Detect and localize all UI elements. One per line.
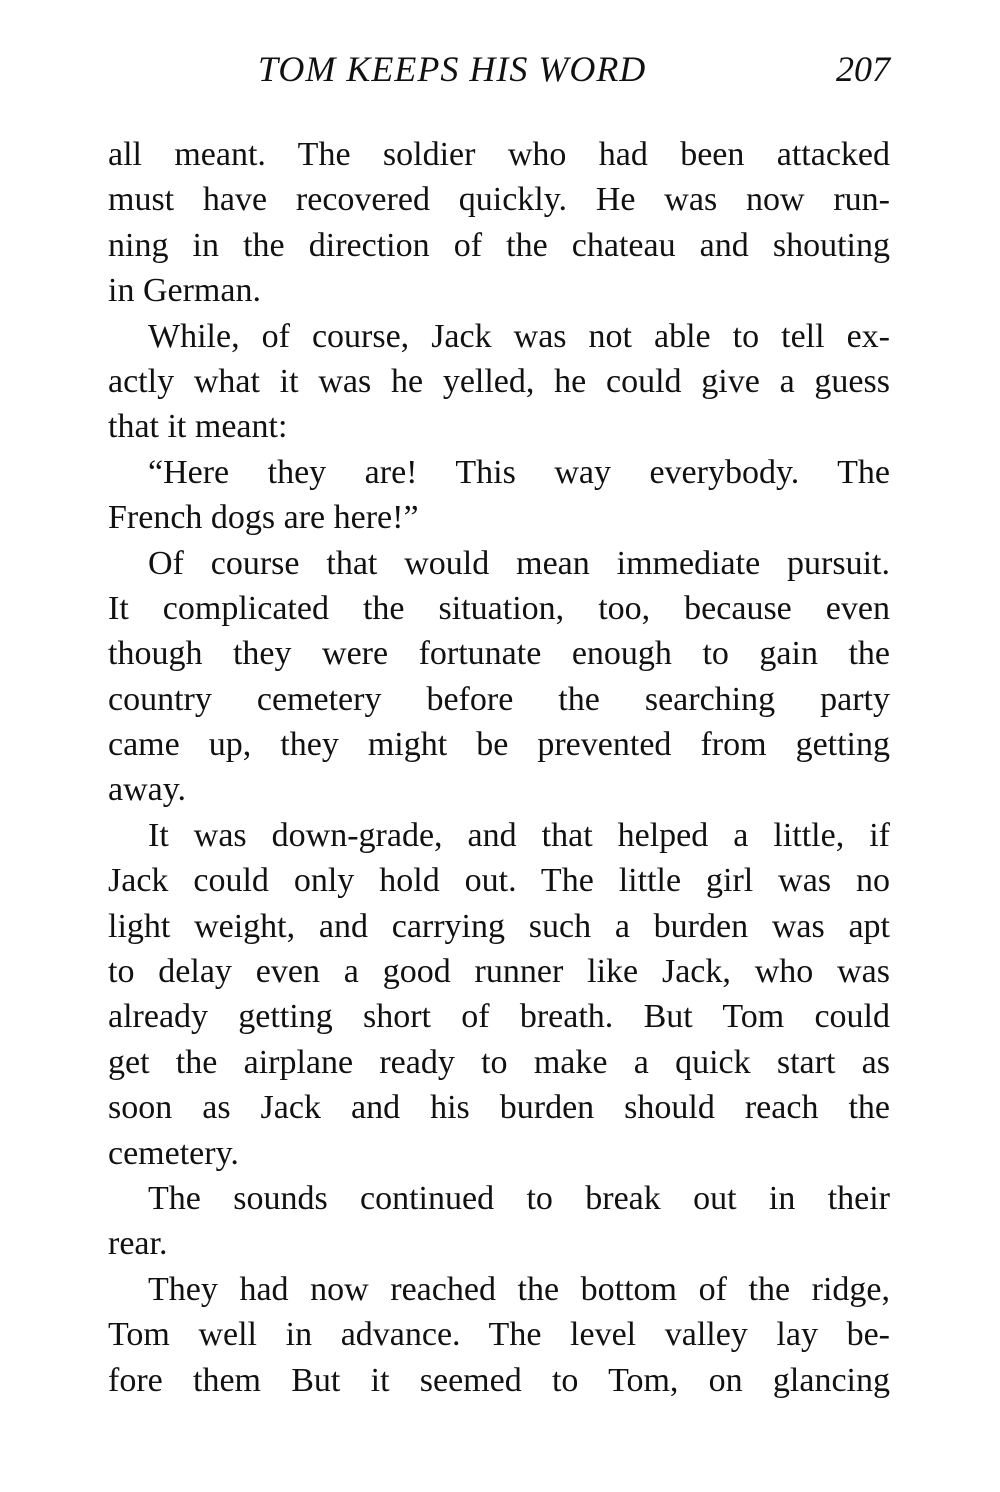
text-line: It complicated the situation, too, because even	[108, 589, 890, 627]
text-line: It was down-grade, and that helped a little, if	[148, 816, 890, 854]
text-line: fore them But it seemed to Tom, on glancing	[108, 1361, 890, 1399]
text-line: actly what it was he yelled, he could give a guess	[108, 362, 890, 400]
running-title: TOM KEEPS HIS WORD	[258, 49, 647, 89]
running-head	[108, 44, 890, 94]
text-line: already getting short of breath. But Tom could	[108, 998, 890, 1036]
text-line: soon as Jack and his burden should reach the	[108, 1089, 890, 1127]
text-line: away.	[108, 771, 187, 809]
text-line: though they were fortunate enough to gain the	[108, 635, 890, 673]
text-line: country cemetery before the searching party	[108, 680, 890, 718]
text-line: all meant. The soldier who had been attacked	[108, 136, 890, 173]
text-line: to delay even a good runner like Jack, who was	[108, 953, 890, 991]
text-line: “Here they are! This way everybody. The	[148, 453, 890, 491]
text-line: that it meant:	[108, 408, 288, 446]
text-line: in German.	[108, 272, 261, 310]
text-line: ning in the direction of the chateau and shouting	[108, 226, 890, 264]
text-line: must have recovered quickly. He was now run-	[108, 181, 890, 219]
text-line: Tom well in advance. The level valley lay be-	[108, 1316, 890, 1354]
text-line: Jack could only hold out. The little girl was no	[108, 862, 890, 900]
text-line: rear.	[108, 1225, 168, 1263]
body-text	[108, 132, 890, 1403]
text-line: While, of course, Jack was not able to tell ex-	[148, 317, 890, 355]
text-line: light weight, and carrying such a burden was apt	[108, 907, 890, 945]
text-line: came up, they might be prevented from getting	[108, 726, 890, 764]
text-line: The sounds continued to break out in their	[148, 1179, 890, 1217]
text-line: They had now reached the bottom of the ridge,	[148, 1270, 890, 1308]
text-line: Of course that would mean immediate pursuit.	[148, 544, 890, 582]
text-line: cemetery.	[108, 1134, 239, 1172]
text-line: get the airplane ready to make a quick start as	[108, 1043, 890, 1081]
text-line: French dogs are here!”	[108, 499, 419, 537]
page-number: 207	[836, 49, 890, 89]
